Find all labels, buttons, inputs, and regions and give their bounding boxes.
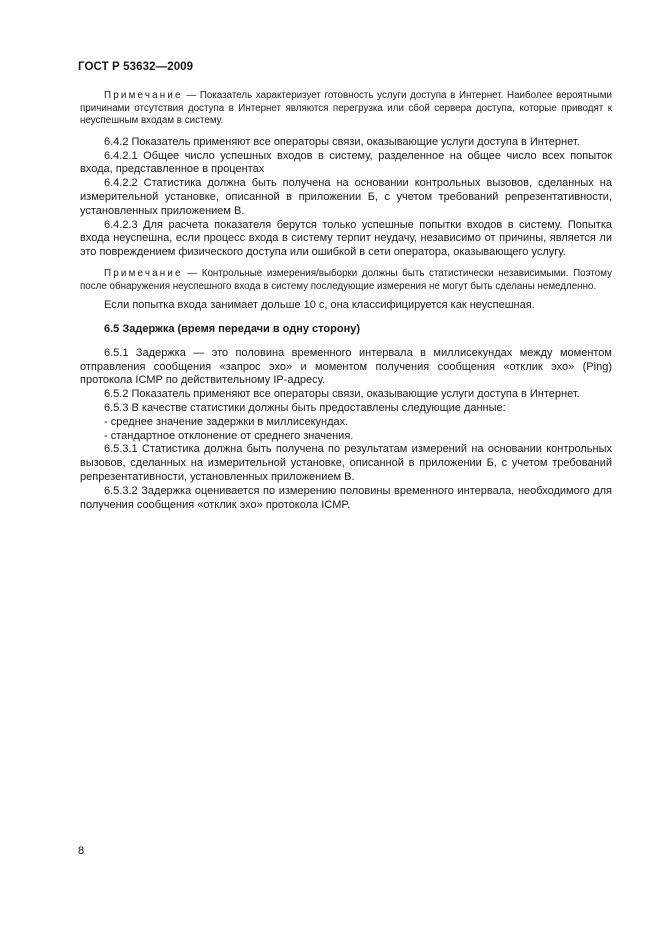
paragraph-6-4-2-1: 6.4.2.1 Общее число успешных входов в систему, разделенное на общее число всех попыток входа, представленное в процентах <box>80 149 612 176</box>
standard-header: ГОСТ Р 53632—2009 <box>78 61 194 73</box>
note-2 <box>80 268 612 293</box>
paragraph-6-4-2-3: 6.4.2.3 Для расчета показателя берутся только успешные попытки входов в систему. Попытка входа неуспешна, если процесс входа в систему терпит неудачу, независимо от причины, является ли это повреждением физического доступа или ошибкой в сети оператора, оказывающего услугу. <box>80 218 612 259</box>
paragraph-6-5-2: 6.5.2 Показатель применяют все операторы связи, оказывающие услуги доступа в Интернет. <box>104 388 580 401</box>
paragraph-6-4-2-2: 6.4.2.2 Статистика должна быть получена на основании контрольных вызовов, сделанных на измерительной установке, описанной в приложении Б, с учетом требований репрезентативности, установленных приложением В. <box>80 177 612 217</box>
note-1 <box>80 90 612 128</box>
note-label: Примечание <box>104 90 183 101</box>
paragraph-6-5-3: 6.5.3 В качестве статистики должны быть предоставлены следующие данные: <box>104 401 506 414</box>
paragraph-timeout: Если попытка входа занимает дольше 10 с, она классифицируется как неуспешная. <box>104 299 535 312</box>
note-2-text: — Контрольные измерения/выборки должны быть статистически независимыми. Поэтому после обнаружения неуспешного входа в систему последующие измерения не могут быть сделаны немедленно. <box>80 267 612 292</box>
note-label: Примечание <box>104 267 183 279</box>
paragraph-6-4-2: 6.4.2 Показатель применяют все операторы связи, оказывающие услуги доступа в Интернет. <box>104 135 580 148</box>
list-item: - стандартное отклонение от среднего значения. <box>104 429 354 442</box>
document-body <box>80 90 612 512</box>
paragraph-6-5-1: 6.5.1 Задержка — это половина временного интервала в миллисекундах между моментом отправления сообщения «запрос эхо» и моментом получения сообщения «отклик эхо» (Ping) протокола ICMP по действительному IP-адресу. <box>80 346 612 387</box>
page-number: 8 <box>78 845 85 857</box>
note-1-text: — Показатель характеризует готовность услуги доступа в Интернет. Наиболее вероятными причинами отсутствия доступа в Интернет являются перегрузка или сбой сервера доступа, которые приводят к неуспешным входам в систему. <box>80 90 612 127</box>
section-title-6-5: 6.5 Задержка (время передачи в одну сторону) <box>104 322 361 335</box>
list-item: - среднее значение задержки в миллисекундах. <box>104 415 349 428</box>
paragraph-6-5-3-2: 6.5.3.2 Задержка оценивается по измерению половины временного интервала, необходимого для получения сообщения «отклик эхо» протокола ICMP. <box>80 484 612 511</box>
paragraph-6-5-3-1: 6.5.3.1 Статистика должна быть получена по результатам измерений на основании контрольных вызовов, сделанных на измерительной установке, описанной в приложении Б, с учетом требований репрезентативности, установленных приложением В. <box>80 443 612 483</box>
